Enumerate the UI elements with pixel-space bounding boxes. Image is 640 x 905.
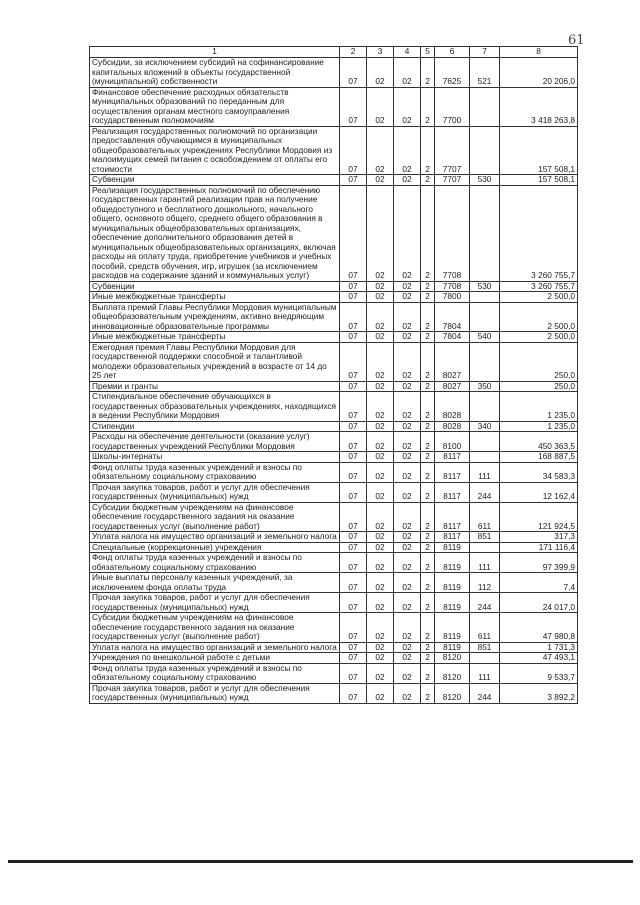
amount-cell: 97 399,9 [500,553,578,573]
column-header: 1 [90,47,340,58]
subsection-cell: 02 [367,593,394,613]
program-cell: 02 [394,292,421,303]
subprogram-cell: 2 [421,342,435,381]
subprogram-cell: 2 [421,58,435,88]
expense-type-cell: 111 [470,553,500,573]
column-header: 5 [421,47,435,58]
row-name-cell: Стипендии [90,421,340,432]
program-cell: 02 [394,432,421,452]
row-name-cell: Субсидии бюджетным учреждениям на финансовое обеспечение государственного задания на оказание государственных услуг (выполнение работ) [90,613,340,643]
subprogram-cell: 2 [421,302,435,332]
section-cell: 07 [340,542,367,553]
program-cell: 02 [394,392,421,422]
subprogram-cell: 2 [421,502,435,532]
row-name-cell: Школы-интернаты [90,452,340,463]
table-row [90,573,578,593]
target-cell: 7804 [435,302,470,332]
table-row [90,342,578,381]
subsection-cell: 02 [367,452,394,463]
amount-cell: 450 363,5 [500,432,578,452]
table-row [90,482,578,502]
header-row [90,47,578,58]
target-cell: 8117 [435,462,470,482]
row-name-cell: Стипендиальное обеспечение обучающихся в государственных образовательных учреждениях, находящихся в ведении Республики Мордовия [90,392,340,422]
section-cell: 07 [340,502,367,532]
amount-cell: 3 260 755,7 [500,185,578,281]
target-cell: 8027 [435,342,470,381]
subsection-cell: 02 [367,663,394,683]
amount-cell: 2 500,0 [500,292,578,303]
table-row [90,663,578,683]
section-cell: 07 [340,292,367,303]
amount-cell: 3 418 263,8 [500,87,578,126]
section-cell: 07 [340,421,367,432]
target-cell: 8120 [435,653,470,664]
subsection-cell: 02 [367,342,394,381]
target-cell: 8117 [435,502,470,532]
expense-type-cell [470,87,500,126]
table-row [90,58,578,88]
section-cell: 07 [340,663,367,683]
row-name-cell: Учреждения по внешкольной работе с детьми [90,653,340,664]
amount-cell: 7,4 [500,573,578,593]
target-cell: 8119 [435,613,470,643]
program-cell: 02 [394,421,421,432]
subsection-cell: 02 [367,683,394,703]
amount-cell: 12 162,4 [500,482,578,502]
program-cell: 02 [394,302,421,332]
row-name-cell: Специальные (коррекционные) учреждения [90,542,340,553]
section-cell: 07 [340,553,367,573]
table-row [90,553,578,573]
amount-cell: 1 731,3 [500,642,578,653]
expense-type-cell [470,542,500,553]
expense-type-cell: 611 [470,502,500,532]
target-cell: 7707 [435,175,470,186]
section-cell: 07 [340,532,367,543]
subprogram-cell: 2 [421,593,435,613]
table-row [90,642,578,653]
target-cell: 8027 [435,381,470,392]
table-body [90,58,578,704]
program-cell: 02 [394,126,421,175]
row-name-cell: Уплата налога на имущество организаций и земельного налога [90,532,340,543]
target-cell: 8100 [435,432,470,452]
subprogram-cell: 2 [421,185,435,281]
amount-cell: 1 235,0 [500,421,578,432]
amount-cell: 3 260 755,7 [500,281,578,292]
subprogram-cell: 2 [421,613,435,643]
subsection-cell: 02 [367,432,394,452]
expense-type-cell [470,392,500,422]
subprogram-cell: 2 [421,421,435,432]
subprogram-cell: 2 [421,653,435,664]
section-cell: 07 [340,613,367,643]
target-cell: 7707 [435,126,470,175]
target-cell: 7700 [435,87,470,126]
amount-cell: 157 508,1 [500,175,578,186]
amount-cell: 2 500,0 [500,332,578,343]
subprogram-cell: 2 [421,292,435,303]
subsection-cell: 02 [367,381,394,392]
table-row [90,392,578,422]
target-cell: 8119 [435,593,470,613]
program-cell: 02 [394,532,421,543]
column-header: 6 [435,47,470,58]
target-cell: 7800 [435,292,470,303]
table-row [90,593,578,613]
section-cell: 07 [340,332,367,343]
program-cell: 02 [394,462,421,482]
subsection-cell: 02 [367,482,394,502]
subsection-cell: 02 [367,332,394,343]
subsection-cell: 02 [367,392,394,422]
section-cell: 07 [340,87,367,126]
subprogram-cell: 2 [421,281,435,292]
row-name-cell: Фонд оплаты труда казенных учреждений и взносы по обязательному социальному страхованию [90,663,340,683]
expense-type-cell: 521 [470,58,500,88]
program-cell: 02 [394,332,421,343]
program-cell: 02 [394,281,421,292]
expense-type-cell: 111 [470,663,500,683]
amount-cell: 121 924,5 [500,502,578,532]
subsection-cell: 02 [367,281,394,292]
subsection-cell: 02 [367,302,394,332]
row-name-cell: Реализация государственных полномочий по организации предоставления обучающимся в муниципальных общеобразовательных учреждениях Республики Мордовия из малоимущих семей питания с освобождением от оплаты его стоимости [90,126,340,175]
section-cell: 07 [340,593,367,613]
target-cell: 8028 [435,421,470,432]
program-cell: 02 [394,87,421,126]
subsection-cell: 02 [367,573,394,593]
expense-type-cell: 611 [470,613,500,643]
program-cell: 02 [394,502,421,532]
table-row [90,332,578,343]
subprogram-cell: 2 [421,663,435,683]
target-cell: 8120 [435,683,470,703]
subsection-cell: 02 [367,542,394,553]
table-row [90,452,578,463]
subsection-cell: 02 [367,532,394,543]
amount-cell: 20 206,0 [500,58,578,88]
amount-cell: 1 235,0 [500,392,578,422]
column-header: 8 [500,47,578,58]
row-name-cell: Субвенции [90,281,340,292]
subprogram-cell: 2 [421,482,435,502]
table-row [90,653,578,664]
row-name-cell: Фонд оплаты труда казенных учреждений и взносы по обязательному социальному страхованию [90,462,340,482]
table-row [90,292,578,303]
subsection-cell: 02 [367,126,394,175]
program-cell: 02 [394,593,421,613]
program-cell: 02 [394,663,421,683]
target-cell: 8117 [435,452,470,463]
row-name-cell: Расходы на обеспечение деятельности (оказание услуг) государственных учреждений Республики Мордовия [90,432,340,452]
program-cell: 02 [394,342,421,381]
expense-type-cell [470,452,500,463]
row-name-cell: Иные выплаты персоналу казенных учреждений, за исключением фонда оплаты труда [90,573,340,593]
amount-cell: 47 493,1 [500,653,578,664]
subsection-cell: 02 [367,613,394,643]
amount-cell: 250,0 [500,342,578,381]
expense-type-cell: 851 [470,532,500,543]
program-cell: 02 [394,381,421,392]
column-header: 2 [340,47,367,58]
row-name-cell: Фонд оплаты труда казенных учреждений и взносы по обязательному социальному страхованию [90,553,340,573]
table-row [90,432,578,452]
expense-type-cell [470,653,500,664]
amount-cell: 317,3 [500,532,578,543]
subprogram-cell: 2 [421,126,435,175]
section-cell: 07 [340,683,367,703]
program-cell: 02 [394,58,421,88]
row-name-cell: Субвенции [90,175,340,186]
program-cell: 02 [394,452,421,463]
table-row [90,462,578,482]
expense-type-cell: 851 [470,642,500,653]
section-cell: 07 [340,432,367,452]
section-cell: 07 [340,452,367,463]
amount-cell: 34 583,3 [500,462,578,482]
target-cell: 7708 [435,185,470,281]
expense-type-cell: 244 [470,593,500,613]
subprogram-cell: 2 [421,392,435,422]
expense-type-cell [470,342,500,381]
subprogram-cell: 2 [421,573,435,593]
target-cell: 7708 [435,281,470,292]
table-row [90,542,578,553]
amount-cell: 250,0 [500,381,578,392]
table-row [90,126,578,175]
row-name-cell: Прочая закупка товаров, работ и услуг для обеспечения государственных (муниципальных) нужд [90,482,340,502]
program-cell: 02 [394,185,421,281]
row-name-cell: Субсидии бюджетным учреждениям на финансовое обеспечение государственного задания на оказание государственных услуг (выполнение работ) [90,502,340,532]
row-name-cell: Прочая закупка товаров, работ и услуг для обеспечения государственных (муниципальных) нужд [90,593,340,613]
column-header: 4 [394,47,421,58]
row-name-cell: Реализация государственных полномочий по обеспечению государственных гарантий реализации прав на получение общедоступного и бесплатного дошкольного, начального общего, основного общего, среднего общего образования в муниципальных общеобразовательных организациях, обеспечение дополнительного образования детей в муниципальных общеобразовательных организациях, включая расходы на оплату труда, приобретение учебников и учебных пособий, средств обучения, игр, игрушек (за исключением расходов на содержание зданий и коммунальных услуг) [90,185,340,281]
row-name-cell: Иные межбюджетные трансферты [90,332,340,343]
subsection-cell: 02 [367,185,394,281]
row-name-cell: Прочая закупка товаров, работ и услуг для обеспечения государственных (муниципальных) нужд [90,683,340,703]
subprogram-cell: 2 [421,87,435,126]
program-cell: 02 [394,683,421,703]
table-row [90,613,578,643]
budget-table [89,46,578,704]
table-row [90,421,578,432]
subsection-cell: 02 [367,421,394,432]
target-cell: 8119 [435,573,470,593]
expense-type-cell [470,126,500,175]
amount-cell: 168 887,5 [500,452,578,463]
subsection-cell: 02 [367,642,394,653]
amount-cell: 157 508,1 [500,126,578,175]
amount-cell: 171 116,4 [500,542,578,553]
subprogram-cell: 2 [421,532,435,543]
program-cell: 02 [394,553,421,573]
section-cell: 07 [340,573,367,593]
section-cell: 07 [340,302,367,332]
target-cell: 8028 [435,392,470,422]
program-cell: 02 [394,542,421,553]
target-cell: 8117 [435,532,470,543]
subsection-cell: 02 [367,462,394,482]
column-header: 7 [470,47,500,58]
expense-type-cell: 540 [470,332,500,343]
target-cell: 8119 [435,542,470,553]
subprogram-cell: 2 [421,332,435,343]
page-bottom-rule [8,860,633,863]
table-row [90,175,578,186]
table-row [90,281,578,292]
subprogram-cell: 2 [421,542,435,553]
section-cell: 07 [340,58,367,88]
subprogram-cell: 2 [421,432,435,452]
section-cell: 07 [340,392,367,422]
subsection-cell: 02 [367,87,394,126]
program-cell: 02 [394,613,421,643]
section-cell: 07 [340,175,367,186]
table-row [90,185,578,281]
expense-type-cell [470,302,500,332]
target-cell: 8119 [435,553,470,573]
expense-type-cell: 350 [470,381,500,392]
amount-cell: 2 500,0 [500,302,578,332]
expense-type-cell: 530 [470,281,500,292]
subprogram-cell: 2 [421,381,435,392]
table-row [90,502,578,532]
subsection-cell: 02 [367,553,394,573]
subprogram-cell: 2 [421,462,435,482]
row-name-cell: Ежегодная премия Главы Республики Мордовия для государственной поддержки способной и талантливой молодежи образовательных учреждений в возрасте от 14 до 25 лет [90,342,340,381]
program-cell: 02 [394,653,421,664]
subprogram-cell: 2 [421,553,435,573]
section-cell: 07 [340,185,367,281]
target-cell: 8120 [435,663,470,683]
table-row [90,381,578,392]
subprogram-cell: 2 [421,683,435,703]
row-name-cell: Выплата премий Главы Республики Мордовия муниципальным общеобразовательным учреждениям, активно внедряющим инновационные образовательные программы [90,302,340,332]
expense-type-cell [470,432,500,452]
program-cell: 02 [394,642,421,653]
table-row [90,302,578,332]
table-row [90,532,578,543]
target-cell: 7804 [435,332,470,343]
expense-type-cell: 112 [470,573,500,593]
subsection-cell: 02 [367,175,394,186]
section-cell: 07 [340,653,367,664]
row-name-cell: Субсидии, за исключением субсидий на софинансирование капитальных вложений в объекты государственной (муниципальной) собственности [90,58,340,88]
row-name-cell: Уплата налога на имущество организаций и земельного налога [90,642,340,653]
section-cell: 07 [340,281,367,292]
subprogram-cell: 2 [421,452,435,463]
row-name-cell: Иные межбюджетные трансферты [90,292,340,303]
target-cell: 8119 [435,642,470,653]
row-name-cell: Премии и гранты [90,381,340,392]
expense-type-cell [470,185,500,281]
section-cell: 07 [340,126,367,175]
table-row [90,87,578,126]
target-cell: 7625 [435,58,470,88]
expense-type-cell: 530 [470,175,500,186]
amount-cell: 9 533,7 [500,663,578,683]
subsection-cell: 02 [367,502,394,532]
amount-cell: 24 017,0 [500,593,578,613]
section-cell: 07 [340,642,367,653]
subprogram-cell: 2 [421,175,435,186]
program-cell: 02 [394,573,421,593]
section-cell: 07 [340,381,367,392]
column-header: 3 [367,47,394,58]
expense-type-cell: 111 [470,462,500,482]
section-cell: 07 [340,482,367,502]
expense-type-cell: 244 [470,683,500,703]
section-cell: 07 [340,462,367,482]
section-cell: 07 [340,342,367,381]
program-cell: 02 [394,482,421,502]
amount-cell: 47 980,8 [500,613,578,643]
amount-cell: 3 892,2 [500,683,578,703]
program-cell: 02 [394,175,421,186]
expense-type-cell: 340 [470,421,500,432]
subsection-cell: 02 [367,292,394,303]
expense-type-cell [470,292,500,303]
subsection-cell: 02 [367,58,394,88]
subprogram-cell: 2 [421,642,435,653]
row-name-cell: Финансовое обеспечение расходных обязательств муниципальных образований по переданным для осуществления органам местного самоуправления государственным полномочиям [90,87,340,126]
target-cell: 8117 [435,482,470,502]
page-number: 61 [568,33,585,48]
table-row [90,683,578,703]
subsection-cell: 02 [367,653,394,664]
expense-type-cell: 244 [470,482,500,502]
